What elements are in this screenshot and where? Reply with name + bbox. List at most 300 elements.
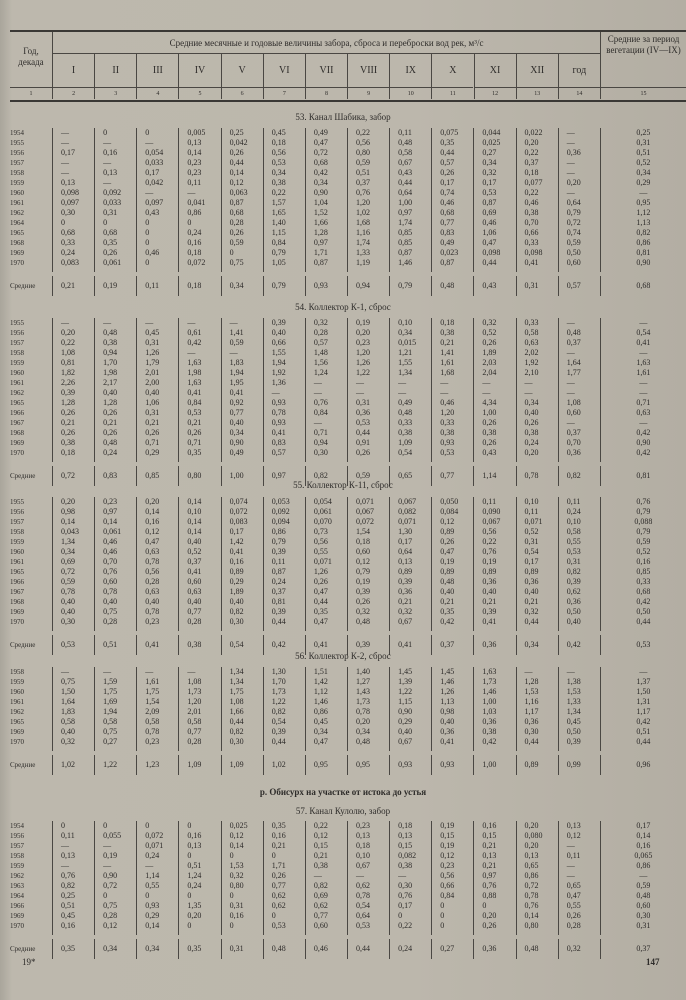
value-cell: 0,76: [473, 881, 515, 891]
value-cell: 0,26: [52, 408, 94, 418]
value-cell: —: [305, 378, 347, 388]
average-cell: 0,38: [178, 635, 220, 655]
value-cell: 0,043: [52, 527, 94, 537]
column-rule: [221, 627, 263, 631]
value-cell: 0,95: [600, 198, 686, 208]
value-cell: 0,22: [516, 148, 558, 158]
value-cell: 0,20: [516, 841, 558, 851]
column-rule: [136, 627, 178, 631]
value-cell: 0,38: [52, 438, 94, 448]
value-cell: 0,22: [52, 338, 94, 348]
value-cell: 1,34: [221, 667, 263, 677]
value-cell: 0,033: [94, 198, 136, 208]
value-cell: 0,67: [347, 861, 389, 871]
value-cell: —: [178, 667, 220, 677]
value-cell: 0,55: [305, 547, 347, 557]
value-cell: 0,35: [178, 448, 220, 458]
value-cell: 0,87: [221, 198, 263, 208]
river-section-title: р. Обисурх на участке от истока до устья: [259, 787, 427, 797]
year-cell: 1967: [10, 588, 24, 596]
value-cell: —: [600, 418, 686, 428]
value-cell: 0,77: [221, 408, 263, 418]
value-cell: 1,92: [516, 358, 558, 368]
value-cell: 0,054: [305, 497, 347, 507]
value-cell: 0,19: [431, 821, 473, 831]
value-cell: 2,09: [136, 707, 178, 717]
value-cell: 0,29: [221, 577, 263, 587]
value-cell: 1,08: [178, 677, 220, 687]
month-header: I: [52, 54, 94, 87]
value-cell: 0,97: [473, 871, 515, 881]
value-cell: 0,23: [136, 737, 178, 747]
average-cell: 0,34: [94, 939, 136, 959]
value-cell: 0,33: [52, 238, 94, 248]
year-cell: 1968: [10, 598, 24, 606]
column-rule: [473, 747, 515, 751]
average-cell: 0,93: [305, 276, 347, 296]
value-cell: 0,33: [516, 318, 558, 328]
column-rule: [94, 627, 136, 631]
month-header: IX: [389, 54, 431, 87]
value-cell: 0,071: [516, 517, 558, 527]
value-cell: 1,75: [94, 687, 136, 697]
value-cell: 0,52: [600, 547, 686, 557]
value-cell: 0,78: [347, 891, 389, 901]
column-rule: [136, 458, 178, 462]
value-cell: 0,098: [516, 248, 558, 258]
value-cell: 2,17: [94, 378, 136, 388]
year-cell: 1962: [10, 209, 24, 217]
column-number: 10: [389, 87, 431, 99]
value-cell: 0,19: [473, 557, 515, 567]
value-cell: 0,39: [263, 727, 305, 737]
average-label: Средние: [10, 282, 36, 290]
value-cell: —: [516, 667, 558, 677]
value-cell: 0,067: [347, 507, 389, 517]
table-row: [10, 707, 686, 717]
value-cell: 0,47: [431, 547, 473, 557]
value-cell: 0,50: [558, 607, 600, 617]
value-cell: 0,57: [263, 448, 305, 458]
value-cell: 0,58: [94, 717, 136, 727]
value-cell: 0,21: [389, 597, 431, 607]
value-cell: 0,071: [136, 841, 178, 851]
value-cell: —: [94, 138, 136, 148]
value-cell: 0,12: [558, 831, 600, 841]
year-cell: 1955: [10, 498, 24, 506]
value-cell: 0,098: [52, 188, 94, 198]
value-cell: 0,56: [473, 527, 515, 537]
value-cell: 0,68: [305, 158, 347, 168]
value-cell: 0: [263, 911, 305, 921]
value-cell: 0,26: [94, 248, 136, 258]
table-row: [10, 911, 686, 921]
value-cell: 1,40: [347, 667, 389, 677]
value-cell: 0,17: [600, 821, 686, 831]
value-cell: 0,42: [600, 717, 686, 727]
value-cell: 0,025: [473, 138, 515, 148]
value-cell: 0,54: [516, 547, 558, 557]
value-cell: 0,44: [389, 178, 431, 188]
value-cell: 0,42: [431, 617, 473, 627]
average-cell: 0,54: [221, 635, 263, 655]
value-cell: 1,64: [52, 697, 94, 707]
value-cell: —: [305, 871, 347, 881]
value-cell: 0,28: [136, 577, 178, 587]
column-rule: [178, 627, 220, 631]
value-cell: 1,28: [305, 228, 347, 238]
value-cell: 0,40: [52, 607, 94, 617]
table-header: [10, 30, 686, 102]
value-cell: 0,38: [516, 208, 558, 218]
table-row: [10, 158, 686, 168]
value-cell: 1,66: [305, 218, 347, 228]
average-cell: 0,93: [431, 755, 473, 775]
value-cell: 1,63: [600, 358, 686, 368]
year-cell: 1970: [10, 922, 24, 930]
value-cell: 0,19: [347, 318, 389, 328]
value-cell: 0,34: [389, 328, 431, 338]
average-cell: 0,41: [389, 635, 431, 655]
column-rule: [221, 931, 263, 935]
value-cell: 0,45: [52, 911, 94, 921]
year-cell: 1970: [10, 449, 24, 457]
average-cell: 1,02: [52, 755, 94, 775]
value-cell: 1,37: [600, 677, 686, 687]
value-cell: 0,26: [305, 577, 347, 587]
column-number: 5: [178, 87, 220, 99]
value-cell: 0,48: [600, 891, 686, 901]
value-cell: 0,40: [136, 597, 178, 607]
value-cell: 0,89: [431, 567, 473, 577]
value-cell: 0,58: [389, 148, 431, 158]
year-cell: 1962: [10, 389, 24, 397]
value-cell: 0,63: [516, 338, 558, 348]
average-cell: 0,21: [52, 276, 94, 296]
average-cell: 1,00: [221, 466, 263, 486]
value-cell: 0,24: [94, 448, 136, 458]
row-gap: [10, 747, 686, 751]
value-cell: 0,31: [558, 557, 600, 567]
value-cell: 0,59: [52, 577, 94, 587]
table-row: [10, 587, 686, 597]
value-cell: 0,35: [94, 238, 136, 248]
value-cell: 0,25: [52, 891, 94, 901]
value-cell: 1,55: [389, 358, 431, 368]
value-cell: 0,32: [52, 737, 94, 747]
table-row: [10, 547, 686, 557]
table-row: [10, 717, 686, 727]
value-cell: 0,30: [52, 208, 94, 218]
column-rule: [389, 747, 431, 751]
value-cell: —: [473, 378, 515, 388]
table-53: [10, 128, 686, 296]
value-cell: 0,20: [178, 911, 220, 921]
column-rule: [431, 458, 473, 462]
value-cell: 1,08: [221, 697, 263, 707]
value-cell: 0,061: [94, 258, 136, 268]
value-cell: 0,082: [389, 851, 431, 861]
value-cell: 0,14: [178, 497, 220, 507]
year-cell: 1961: [10, 199, 24, 207]
value-cell: 0,14: [600, 831, 686, 841]
value-cell: 0: [221, 851, 263, 861]
value-cell: 1,15: [389, 697, 431, 707]
value-cell: —: [52, 667, 94, 677]
table-row: [10, 228, 686, 238]
average-row: [10, 276, 686, 296]
value-cell: 0,26: [516, 418, 558, 428]
month-header: III: [136, 54, 178, 87]
table-row: [10, 178, 686, 188]
average-cell: 0,59: [347, 466, 389, 486]
value-cell: 1,50: [600, 687, 686, 697]
value-cell: —: [558, 841, 600, 851]
value-cell: 1,56: [305, 358, 347, 368]
table-title: 53. Канал Шабика, забор: [295, 112, 391, 122]
value-cell: 0,26: [178, 428, 220, 438]
value-cell: 0,20: [516, 821, 558, 831]
table-row: [10, 537, 686, 547]
value-cell: 0,82: [600, 228, 686, 238]
value-cell: 0,51: [178, 861, 220, 871]
value-cell: 0,26: [347, 448, 389, 458]
column-number: 2: [52, 87, 94, 99]
value-cell: 1,21: [389, 348, 431, 358]
average-cell: 0,80: [178, 466, 220, 486]
value-cell: 0,26: [94, 428, 136, 438]
value-cell: 0,93: [263, 398, 305, 408]
value-cell: 0,59: [600, 881, 686, 891]
value-cell: 0,20: [347, 717, 389, 727]
value-cell: 0,36: [516, 717, 558, 727]
value-cell: 0,21: [516, 597, 558, 607]
average-cell: 0,82: [305, 466, 347, 486]
value-cell: 0,29: [136, 448, 178, 458]
value-cell: 0,75: [52, 677, 94, 687]
column-rule: [94, 931, 136, 935]
column-rule: [94, 747, 136, 751]
value-cell: 0,47: [558, 891, 600, 901]
value-cell: 0,65: [558, 881, 600, 891]
value-cell: 0,70: [516, 218, 558, 228]
value-cell: 0,48: [94, 328, 136, 338]
value-cell: 0,11: [473, 497, 515, 507]
value-cell: 0,78: [263, 408, 305, 418]
value-cell: 0,79: [600, 527, 686, 537]
table-57: [10, 821, 686, 959]
column-rule: [600, 458, 686, 462]
average-cell: 0,94: [347, 276, 389, 296]
value-cell: 0,85: [389, 238, 431, 248]
value-cell: 0,21: [473, 597, 515, 607]
value-cell: —: [263, 388, 305, 398]
value-cell: 0,61: [178, 328, 220, 338]
value-cell: 0,68: [600, 587, 686, 597]
value-cell: 1,75: [136, 687, 178, 697]
value-cell: 0,64: [389, 188, 431, 198]
value-cell: 0,24: [558, 507, 600, 517]
value-cell: 1,26: [347, 358, 389, 368]
value-cell: 0,050: [431, 497, 473, 507]
column-rule: [389, 627, 431, 631]
value-cell: 0,60: [600, 901, 686, 911]
value-cell: 0,31: [600, 921, 686, 931]
value-cell: 0,14: [178, 527, 220, 537]
value-cell: 0,36: [558, 148, 600, 158]
column-rule: [516, 747, 558, 751]
value-cell: 0,43: [136, 208, 178, 218]
average-cell: 1,14: [473, 466, 515, 486]
value-cell: 0,98: [52, 507, 94, 517]
column-rule: [389, 458, 431, 462]
column-rule: [10, 458, 52, 462]
value-cell: —: [305, 388, 347, 398]
value-cell: 0,20: [473, 911, 515, 921]
value-cell: 0,23: [347, 338, 389, 348]
value-cell: 0,62: [558, 587, 600, 597]
value-cell: —: [389, 378, 431, 388]
average-cell: 0,35: [52, 939, 94, 959]
value-cell: 0,76: [52, 871, 94, 881]
value-cell: 0,49: [389, 398, 431, 408]
value-cell: 1,26: [431, 687, 473, 697]
year-cell: 1969: [10, 912, 24, 920]
table-row: [10, 697, 686, 707]
value-cell: 0,82: [305, 881, 347, 891]
value-cell: —: [52, 128, 94, 138]
table-row: [10, 507, 686, 517]
value-cell: 0,59: [221, 238, 263, 248]
table-row: [10, 737, 686, 747]
value-cell: —: [347, 871, 389, 881]
value-cell: 0,39: [389, 577, 431, 587]
value-cell: 1,89: [221, 587, 263, 597]
average-label: Средние: [10, 945, 36, 953]
table-row: [10, 348, 686, 358]
value-cell: 0,21: [136, 418, 178, 428]
value-cell: 0,74: [431, 188, 473, 198]
value-cell: 0,56: [263, 148, 305, 158]
value-cell: 1,16: [516, 697, 558, 707]
value-cell: 0,43: [389, 168, 431, 178]
value-cell: 0,16: [221, 557, 263, 567]
value-cell: 0: [94, 218, 136, 228]
year-cell: 1959: [10, 862, 24, 870]
signature-mark: 19*: [22, 957, 36, 967]
table-row: [10, 358, 686, 368]
table-row: [10, 527, 686, 537]
value-cell: 1,33: [347, 248, 389, 258]
value-cell: 1,08: [558, 398, 600, 408]
row-gap: [10, 931, 686, 935]
average-cell: 0,72: [52, 466, 94, 486]
value-cell: 0,14: [94, 517, 136, 527]
value-cell: 0,40: [221, 597, 263, 607]
table-row: [10, 891, 686, 901]
value-cell: 0: [431, 921, 473, 931]
year-cell: 1960: [10, 548, 24, 556]
value-cell: 0,44: [263, 737, 305, 747]
value-cell: 0,47: [473, 238, 515, 248]
value-cell: 0,29: [389, 717, 431, 727]
year-cell: 1954: [10, 822, 24, 830]
value-cell: 0,84: [305, 408, 347, 418]
value-cell: 0,51: [600, 727, 686, 737]
column-rule: [52, 458, 94, 462]
value-cell: 0,067: [473, 517, 515, 527]
value-cell: 1,70: [94, 358, 136, 368]
value-cell: 1,45: [431, 667, 473, 677]
value-cell: 0,11: [389, 128, 431, 138]
value-cell: 0,59: [221, 338, 263, 348]
value-cell: 0,33: [389, 418, 431, 428]
value-cell: —: [558, 348, 600, 358]
value-cell: 0,38: [389, 861, 431, 871]
value-cell: 0,82: [558, 567, 600, 577]
table-row: [10, 497, 686, 507]
value-cell: 0,16: [221, 911, 263, 921]
column-number: 8: [305, 87, 347, 99]
value-cell: 0,094: [263, 517, 305, 527]
value-cell: 0,77: [305, 911, 347, 921]
value-cell: 0,18: [347, 841, 389, 851]
value-cell: 0,62: [305, 901, 347, 911]
value-cell: 1,24: [178, 871, 220, 881]
value-cell: 0,072: [178, 258, 220, 268]
value-cell: 0,64: [389, 547, 431, 557]
value-cell: 0,68: [94, 228, 136, 238]
value-cell: 0,23: [178, 168, 220, 178]
value-cell: —: [52, 841, 94, 851]
value-cell: 0: [136, 218, 178, 228]
value-cell: 0,79: [558, 208, 600, 218]
value-cell: 1,36: [263, 378, 305, 388]
value-cell: 0,52: [178, 547, 220, 557]
value-cell: 0,85: [600, 567, 686, 577]
value-cell: 0,97: [389, 208, 431, 218]
value-cell: 1,20: [347, 348, 389, 358]
value-cell: 0,94: [94, 348, 136, 358]
month-header: IV: [178, 54, 220, 87]
value-cell: 0,53: [558, 547, 600, 557]
column-number: 1: [10, 87, 52, 99]
table-row: [10, 418, 686, 428]
value-cell: 0,24: [178, 228, 220, 238]
value-cell: 0,12: [347, 557, 389, 567]
year-cell: 1966: [10, 902, 24, 910]
average-cell: 0,93: [389, 755, 431, 775]
month-header: X: [431, 54, 473, 87]
table-row: [10, 208, 686, 218]
value-cell: 1,00: [473, 697, 515, 707]
value-cell: —: [94, 841, 136, 851]
value-cell: 1,65: [263, 208, 305, 218]
value-cell: 0,36: [347, 408, 389, 418]
value-cell: 1,22: [389, 687, 431, 697]
value-cell: 0,23: [178, 158, 220, 168]
table-row: [10, 841, 686, 851]
value-cell: 0,79: [600, 507, 686, 517]
value-cell: 1,00: [389, 198, 431, 208]
average-cell: 0,36: [473, 939, 515, 959]
average-cell: 0,83: [94, 466, 136, 486]
table-row: [10, 188, 686, 198]
value-cell: 0,44: [431, 148, 473, 158]
value-cell: 1,28: [516, 677, 558, 687]
value-cell: 0,90: [221, 438, 263, 448]
year-cell: 1957: [10, 339, 24, 347]
